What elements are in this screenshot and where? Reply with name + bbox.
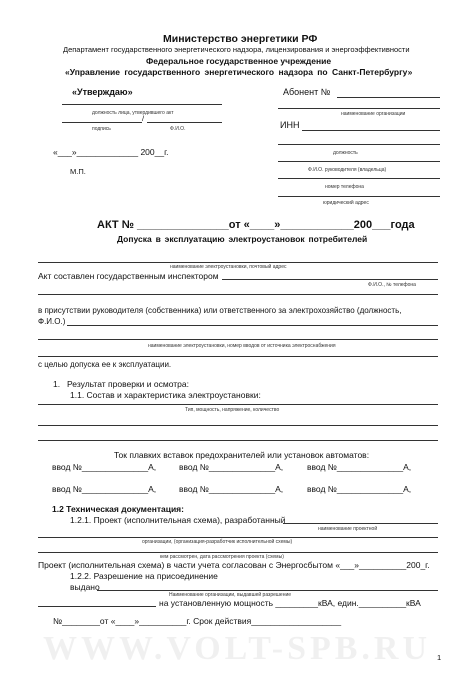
approve-position-caption: должность лица, утвердившего акт <box>92 110 174 116</box>
review-line[interactable] <box>38 552 438 553</box>
inputs-caption: наименование электроустановки, номер вводов от источника электроснабжения <box>148 343 336 349</box>
inn-label: ИНН <box>280 120 300 130</box>
org-caption: организации, (организация-разработчик исполнительной схемы) <box>142 539 293 545</box>
subscriber-number-line[interactable] <box>337 97 440 98</box>
project-caption: наименование проектной <box>318 526 378 532</box>
project-line[interactable] <box>283 523 438 524</box>
subscriber-org-line[interactable] <box>278 108 440 109</box>
fuse-input-1[interactable]: ввод №______________А, <box>52 462 157 472</box>
directorate-line: «Управление государственного энергетического надзора по Санкт-Петербургу» <box>65 67 413 77</box>
approve-name-line[interactable] <box>147 122 222 123</box>
fuse-input-3[interactable]: ввод №______________А, <box>307 462 412 472</box>
approve-name-caption: Ф.И.О. <box>170 126 186 132</box>
subscriber-head-line[interactable] <box>278 161 440 162</box>
act-subtitle: Допуска в эксплуатацию электроустановок потребителей <box>117 234 368 244</box>
installation-caption: наименование электроустановки, почтовый адрес <box>170 264 287 270</box>
subscriber-position-caption: должность <box>333 150 358 156</box>
permit-label: 1.2.2. Разрешение на присоединение <box>70 571 218 581</box>
stamp-label: М.П. <box>70 167 86 176</box>
fio-text: Ф.И.О.) <box>38 317 66 326</box>
section1-title: Результат проверки и осмотра: <box>67 379 189 389</box>
ministry-title: Министерство энергетики РФ <box>163 33 318 45</box>
inspector-line-2[interactable] <box>38 294 438 295</box>
inspector-line[interactable] <box>222 279 438 280</box>
subscriber-org-caption: наименование организации <box>341 111 406 117</box>
institution-line: Федеральное государственное учреждение <box>146 56 332 66</box>
last-line[interactable]: №________от «____»__________г. Срок действия___________________ <box>53 616 342 626</box>
approve-signature-line[interactable] <box>62 122 142 123</box>
inn-line[interactable] <box>302 130 440 131</box>
section1-sub: 1.1. Состав и характеристика электроустановки: <box>70 390 261 400</box>
project-text: 1.2.1. Проект (исполнительная схема), разработанный <box>70 515 286 525</box>
section1-number: 1. <box>53 379 61 389</box>
type-line[interactable] <box>38 404 438 405</box>
subscriber-address-line[interactable] <box>278 196 440 197</box>
subscriber-phone-caption: номер телефона <box>325 184 364 190</box>
inspector-caption: Ф.И.О., № телефона <box>368 282 416 288</box>
fio-line[interactable] <box>67 325 438 326</box>
approve-position-line[interactable] <box>62 104 222 105</box>
inputs-line[interactable] <box>38 339 438 340</box>
purpose-text: с целью допуска ее к эксплуатации. <box>38 360 172 369</box>
fuses-title: Ток плавких вставок предохранителей или установок автоматов: <box>114 450 370 460</box>
agreed-text: Проект (исполнительная схема) в части учета согласован с Энергосбытом «___»__________200_г. <box>38 560 430 570</box>
org-line[interactable] <box>38 537 438 538</box>
fuse-input-2[interactable]: ввод №______________А, <box>179 462 284 472</box>
department-line: Департамент государственного энергетического надзора, лицензирования и энергоэффективности <box>63 45 410 54</box>
approve-date[interactable]: «___»_____________ 200__г. <box>53 147 169 157</box>
page-number: 1 <box>437 653 442 662</box>
subscriber-head-caption: Ф.И.О. руководителя (владельца) <box>308 167 387 173</box>
issued-line[interactable] <box>97 590 438 591</box>
installation-line[interactable] <box>38 262 438 263</box>
power-org-line[interactable] <box>38 606 156 607</box>
approve-title: «Утверждаю» <box>72 87 133 97</box>
subscriber-address-caption: юридический адрес <box>323 200 369 206</box>
approve-slash: / <box>142 114 145 123</box>
type-caption: Тип, мощность, напряжение, количество <box>185 407 280 413</box>
permit-org-caption: Наименование организации, выдавшей разрешение <box>169 592 292 598</box>
fuse-input-4[interactable]: ввод №______________А, <box>52 484 157 494</box>
issued-label: выдано <box>70 582 100 592</box>
power-text[interactable]: на установленную мощность _________кВА, един.__________кВА <box>159 598 421 608</box>
watermark: WWW.VOLT-SPB.RU <box>42 630 432 667</box>
act-title: АКТ № _______________от «____»____________200___года <box>97 219 415 231</box>
inspector-text: Акт составлен государственным инспектором <box>38 271 219 281</box>
inputs-line-2[interactable] <box>38 356 438 357</box>
approve-signature-caption: подпись <box>92 126 111 132</box>
type-line-3[interactable] <box>38 440 438 441</box>
presence-text: в присутствии руководителя (собственника) или ответственного за электрохозяйство (должность, <box>38 306 402 315</box>
subscriber-label: Абонент № <box>283 87 331 97</box>
type-line-2[interactable] <box>38 425 438 426</box>
subscriber-position-line[interactable] <box>278 144 440 145</box>
fuse-input-6[interactable]: ввод №______________А, <box>307 484 412 494</box>
section12-title: 1.2 Техническая документация: <box>52 504 184 514</box>
subscriber-phone-line[interactable] <box>278 178 440 179</box>
review-caption: кем рассмотрен, дата рассмотрения проекта (схемы) <box>160 554 284 560</box>
fuse-input-5[interactable]: ввод №______________А, <box>179 484 284 494</box>
